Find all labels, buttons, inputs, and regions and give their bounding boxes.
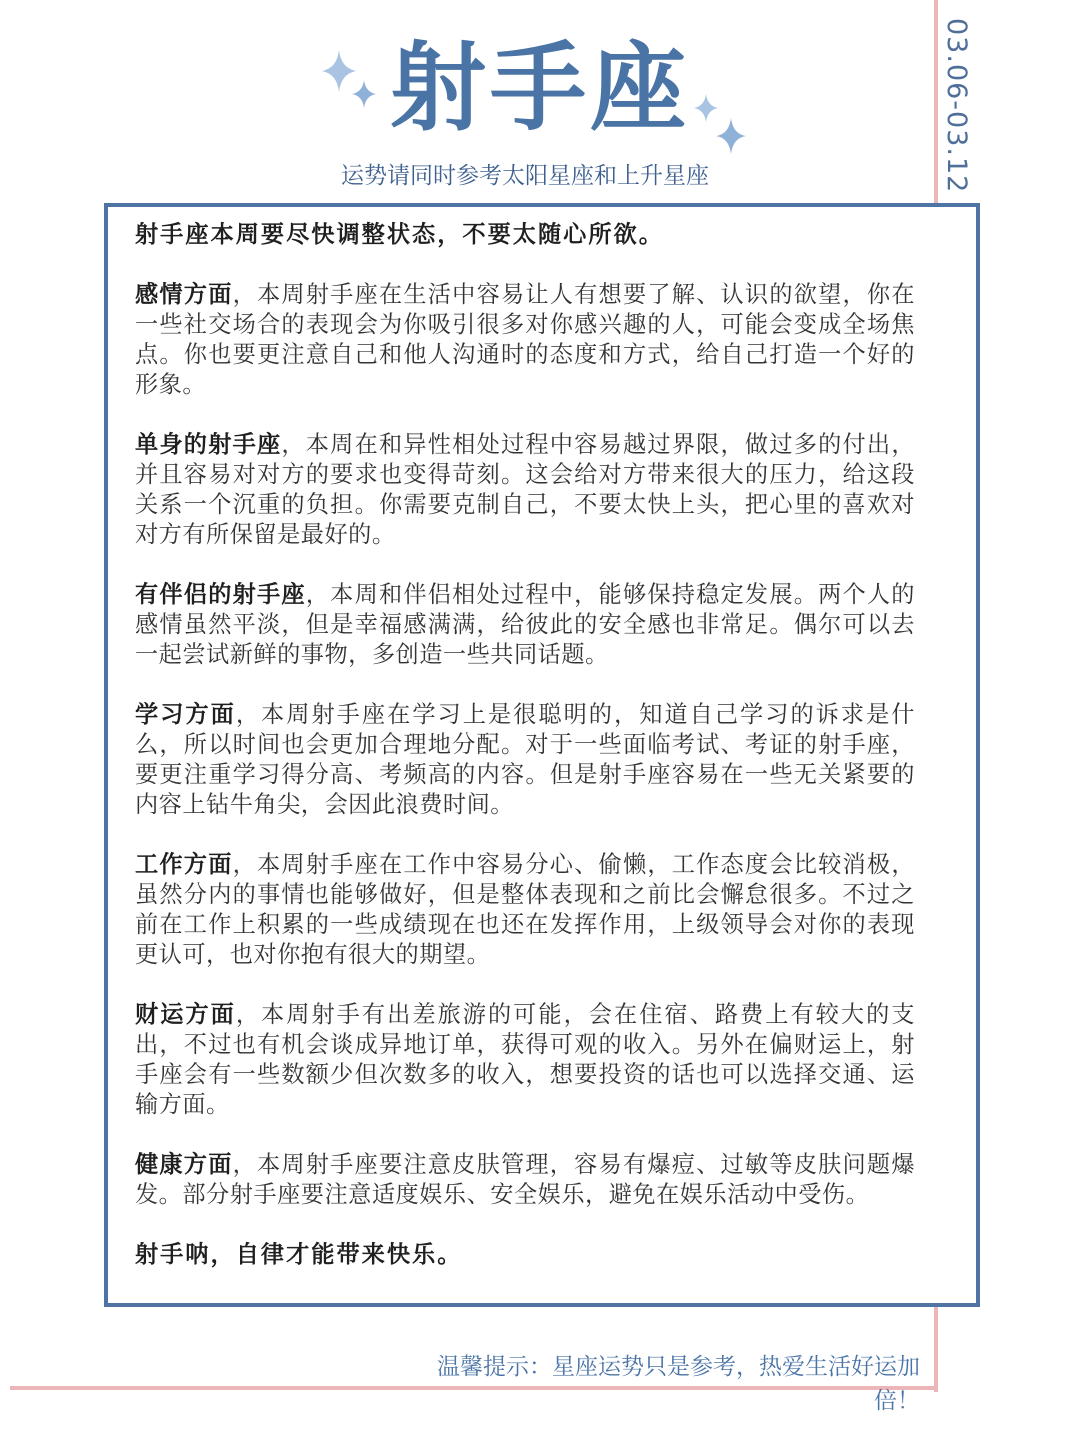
sparkle-icon	[352, 80, 376, 108]
date-range: 03.06-03.12	[941, 18, 972, 194]
section-text: ，本周射手座在学习上是很聪明的，知道自己学习的诉求是什么，所以时间也会更加合理地分配。对于一些面临考试、考证的射手座，要更注重学习得分高、考频高的内容。但是射手座容易在一些无关紧要的内容上钻牛角尖，会因此浪费时间。	[135, 701, 915, 818]
section-text: ，本周和伴侣相处过程中，能够保持稳定发展。两个人的感情虽然平淡，但是幸福感满满，给彼此的安全感也非常足。偶尔可以去一起尝试新鲜的事物，多创造一些共同话题。	[135, 581, 915, 668]
section-text: ，本周射手有出差旅游的可能，会在住宿、路费上有较大的支出，不过也有机会谈成异地订单，获得可观的收入。另外在偏财运上，射手座会有一些数额少但次数多的收入，想要投资的话也可以选择交通、运输方面。	[135, 1001, 915, 1118]
page-title: 射手座	[390, 32, 690, 144]
section-heading: 财运方面	[135, 1001, 236, 1028]
section-heading: 单身的射手座	[135, 431, 282, 458]
section-health	[135, 1150, 915, 1210]
section-heading: 工作方面	[135, 851, 233, 878]
section-text: ，本周射手座在工作中容易分心、偷懒，工作态度会比较消极，虽然分内的事情也能够做好，但是整体表现和之前比会懈怠很多。不过之前在工作上积累的一些成绩现在也还在发挥作用，上级领导会对你的表现更认可，也对你抱有很大的期望。	[135, 851, 916, 968]
section-partnered	[135, 580, 915, 670]
section-heading: 学习方面	[135, 701, 236, 728]
section-love	[135, 280, 915, 400]
footer-tip: 温馨提示：星座运势只是参考，热爱生活好运加倍！	[437, 1354, 920, 1414]
section-heading: 健康方面	[135, 1151, 233, 1178]
section-wealth	[135, 1000, 915, 1120]
intro-line: 射手座本周要尽快调整状态，不要太随心所欲。	[135, 221, 664, 248]
section-text: ，本周射手座要注意皮肤管理，容易有爆痘、过敏等皮肤问题爆发。部分射手座要注意适度娱乐、安全娱乐，避免在娱乐活动中受伤。	[135, 1151, 916, 1208]
closing-line: 射手呐，自律才能带来快乐。	[135, 1241, 463, 1268]
section-text: ，本周在和异性相处过程中容易越过界限，做过多的付出，并且容易对对方的要求也变得苛刻。这会给对方带来很大的压力，给这段关系一个沉重的负担。你需要克制自己，不要太快上头，把心里的喜欢对对方有所保留是最好的。	[135, 431, 916, 548]
section-single	[135, 430, 915, 550]
page-subtitle: 运势请同时参考太阳星座和上升星座	[341, 163, 709, 189]
section-work	[135, 850, 915, 970]
section-heading: 感情方面	[135, 281, 233, 308]
section-heading: 有伴侣的射手座	[135, 581, 306, 608]
sparkle-icon	[716, 118, 746, 154]
horoscope-content	[135, 220, 915, 1270]
sparkle-icon	[322, 50, 356, 92]
section-study	[135, 700, 915, 820]
section-text: ，本周射手座在生活中容易让人有想要了解、认识的欲望，你在一些社交场合的表现会为你吸引很多对你感兴趣的人，可能会变成全场焦点。你也要更注意自己和他人沟通时的态度和方式，给自己打造一个好的形象。	[135, 281, 916, 398]
